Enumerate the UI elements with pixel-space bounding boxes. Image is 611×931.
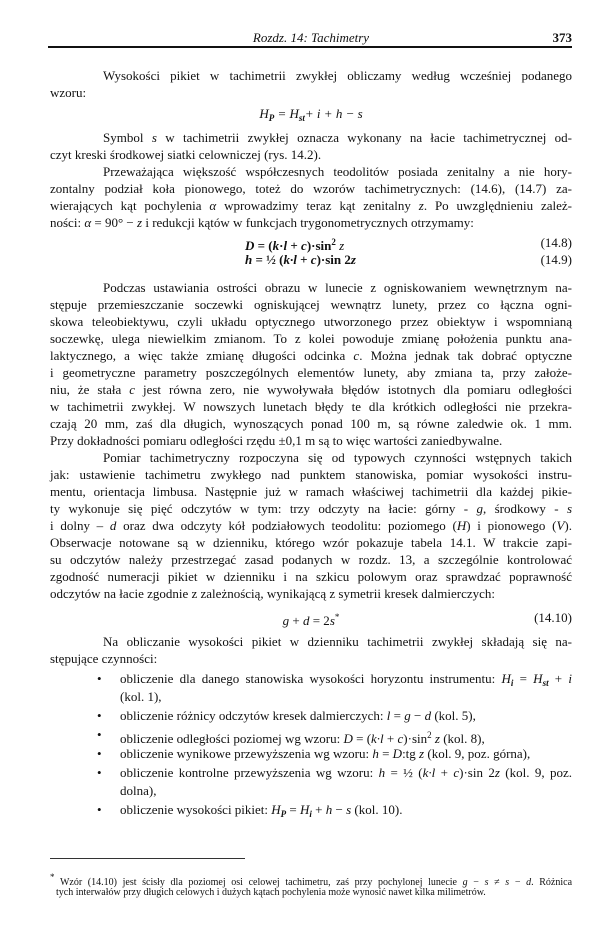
text-run: z	[419, 746, 425, 761]
text-run: H	[271, 802, 281, 817]
text-run: wprowadzimy teraz kąt zenitalny	[216, 198, 419, 213]
text-run: i	[316, 106, 321, 121]
text-run: −	[467, 877, 485, 888]
text-run: s	[505, 877, 510, 888]
text-run: w tachimetrii zwykłej. W nowszych lunetach błędy te dla krótkich odległości nie przekra-	[50, 399, 572, 414]
text-run: h	[335, 106, 343, 121]
text-line	[120, 688, 572, 706]
text-run: z	[137, 215, 143, 230]
text-line	[50, 568, 572, 585]
text-run: =	[378, 746, 393, 761]
equation-expression	[283, 609, 340, 629]
text-run: (kol. 5),	[431, 708, 476, 723]
text-line	[50, 279, 572, 296]
text-run: i geometryczne parametry poszczególnych elementów lunety, aby zmiana ta, przy założe-	[50, 365, 572, 380]
page-number: 373	[552, 30, 572, 45]
text-run: z	[494, 765, 500, 780]
text-run: ) i pionowego (	[466, 518, 557, 533]
text-run: −	[342, 106, 358, 121]
text-run: mentu, orientacja limbusa. Następnie już w ramach właściwej tachimetrii dla każdej pikie-	[50, 484, 572, 499]
text-run: g	[476, 501, 483, 516]
text-run: d	[526, 877, 532, 888]
text-run: dolna),	[120, 783, 157, 798]
text-run: w tachimetrii zwykłej oznacza wykonany na łacie tachimetrycznej od-	[156, 130, 572, 145]
text-run: h	[325, 802, 333, 817]
paragraph	[50, 633, 572, 667]
text-run: (kol. 9, poz. górna),	[424, 746, 531, 761]
text-run: h	[245, 252, 253, 267]
text-run: Symbol	[103, 130, 152, 145]
text-run: g	[462, 877, 468, 888]
text-run: V	[556, 518, 565, 533]
text-run: 2	[427, 730, 432, 740]
text-run: soczewkę, ulega niewielkim zmianom. To z kolei powoduje zmianę położenia punktu ana-	[50, 331, 572, 346]
paragraph	[50, 279, 572, 449]
text-run: c	[129, 382, 135, 397]
text-run: c	[397, 731, 404, 746]
text-line	[50, 650, 572, 667]
text-line	[50, 84, 572, 101]
text-run: st	[542, 678, 549, 688]
text-run: Na obliczanie wysokości pikiet w dzienniku tachimetrii zwykłej składają się na-	[103, 634, 572, 649]
equation	[50, 609, 572, 626]
text-run: wzoru:	[50, 85, 87, 100]
text-run: ·	[279, 238, 284, 253]
text-run: H	[289, 106, 299, 121]
text-run: )·sin	[306, 238, 332, 253]
text-run: obliczenie kontrolne przewyższenia wg wzoru:	[120, 765, 379, 780]
list-item	[50, 801, 572, 819]
text-run: d	[302, 613, 310, 628]
text-run: (kol. 1),	[120, 689, 162, 704]
bullet-icon: •	[97, 671, 102, 686]
text-run: )·sin 2	[459, 765, 495, 780]
text-run: +	[320, 106, 336, 121]
text-run: ).	[564, 518, 572, 533]
text-run: (kol. 10).	[351, 802, 403, 817]
text-run: −	[509, 877, 527, 888]
text-line	[50, 534, 572, 551]
text-run: oraz dwa odczyty kół podziałowych teodolitu: poziomego (	[116, 518, 457, 533]
equation	[50, 234, 572, 251]
running-header	[50, 30, 572, 46]
text-line	[50, 517, 572, 534]
text-run: l	[283, 238, 288, 253]
text-run: d	[424, 708, 432, 723]
bullet-icon: •	[97, 708, 102, 723]
text-run: )·sin 2	[316, 252, 351, 267]
text-run: k·l	[371, 731, 384, 746]
equation-expression	[245, 251, 356, 268]
text-run: c	[301, 238, 307, 253]
text-run: Pomiar tachimetryczny rozpoczyna się od typowych czynności wstępnych takich	[103, 450, 572, 465]
text-run: i	[309, 809, 312, 819]
paragraph	[50, 163, 572, 231]
footnote	[50, 869, 572, 901]
text-line	[50, 214, 572, 231]
text-run: czają 20 mm, zaś dla długich, wynoszących ponad 100 m, są równe zaledwie ok. 1 mm.	[50, 416, 572, 431]
bullet-icon: •	[97, 802, 102, 817]
text-run: . Można jednak tak dobrać optyczne	[359, 348, 572, 363]
text-run: =	[286, 802, 301, 817]
text-run: . Po uwzględnieniu zależ-	[423, 198, 572, 213]
text-line	[50, 398, 572, 415]
text-run: s	[346, 802, 352, 817]
text-run: P	[280, 809, 287, 819]
equation	[50, 105, 572, 122]
text-run: = ½ (	[385, 765, 423, 780]
text-line	[50, 551, 572, 568]
text-line	[50, 330, 572, 347]
list-item	[50, 764, 572, 800]
equation-number: (14.9)	[540, 252, 572, 267]
text-run: Przeważająca większość współczesnych teodolitów posiada zenitalny a nie hory-	[103, 164, 572, 179]
text-run: = (	[254, 238, 273, 253]
text-run: i redukcji kątów w funkcjach trygonometrycznych otrzymamy:	[142, 215, 474, 230]
text-run: +	[289, 613, 303, 628]
text-run: zontalny podział koła pionowego, toteż do wzorów tachimetrycznych: (14.6), (14.7) za-	[50, 181, 572, 196]
text-run: Obserwacje notowane są w dzienniku, którego wzór pokazuje tabela 14.1. W trakcie zapi-	[50, 535, 572, 550]
text-line	[50, 500, 572, 517]
text-run: c	[453, 765, 460, 780]
text-line	[50, 585, 572, 602]
equation	[50, 251, 572, 268]
paragraph	[50, 67, 572, 101]
text-run: (kol. 9, poz.	[499, 765, 572, 780]
text-run: +	[383, 731, 398, 746]
text-run: c	[353, 348, 360, 363]
text-run: g	[404, 708, 411, 723]
text-run: :tg	[402, 746, 420, 761]
text-run: l	[386, 708, 391, 723]
text-run: −	[332, 802, 347, 817]
text-line	[50, 197, 572, 214]
text-run: H	[501, 671, 511, 686]
list-item	[50, 726, 572, 744]
text-line	[50, 67, 572, 84]
footnote-rule	[50, 858, 245, 859]
text-line	[50, 633, 572, 650]
text-run: k	[272, 238, 280, 253]
text-run: Przy dokładności pomiaru odległości rzędu ±0,1 m są to więc wartości zaniedbywalne.	[50, 433, 503, 448]
text-run: H	[533, 671, 543, 686]
text-run: D	[245, 238, 255, 253]
text-line	[120, 707, 572, 725]
text-run: obliczenie dla danego stanowiska wysokości horyzontu instrumentu:	[120, 671, 502, 686]
text-run: , środkowy -	[482, 501, 567, 516]
text-run: D	[343, 731, 353, 746]
text-run: Wysokości pikiet w tachimetrii zwykłej obliczamy według wcześniej podanego	[103, 68, 572, 83]
text-run: jest równa zero, nie wywoływała błędów istotnych dla pomiaru odległości	[135, 382, 572, 397]
text-run: *	[50, 872, 55, 882]
text-run: H	[300, 802, 310, 817]
footnote-line	[50, 869, 573, 888]
text-line	[50, 432, 572, 449]
text-run: s	[566, 501, 572, 516]
text-run: Podczas ustawiania ostrości obrazu w lunecie z ogniskowaniem wewnętrznym na-	[103, 280, 572, 295]
text-run: = (	[352, 731, 372, 746]
paragraph	[50, 449, 572, 602]
text-line	[50, 313, 572, 330]
text-run: d	[109, 518, 117, 533]
text-line	[50, 146, 572, 163]
text-run: +	[304, 106, 317, 121]
text-run: +	[311, 802, 326, 817]
text-run: α	[84, 215, 92, 230]
text-run: stępuje przemieszczanie soczewki ogniskującej wewnątrz lunety, przez co łączna ogni-	[50, 297, 572, 312]
text-run: obliczenie wysokości pikiet:	[120, 802, 272, 817]
equation-number: (14.10)	[534, 610, 572, 625]
text-run: zgodność numeracji pikiet w dzienniku i na szkicu polowym oraz sprawdzać poprawność	[50, 569, 572, 584]
text-run: s	[329, 613, 335, 628]
text-run: =	[274, 106, 290, 121]
text-run: +	[287, 238, 302, 253]
text-line	[120, 801, 572, 819]
list-item	[50, 670, 572, 706]
text-run: *	[334, 612, 340, 622]
text-run: z	[431, 731, 440, 746]
text-run: czyt kreski środkowej siatki celowniczej (rys. 14.2).	[50, 147, 322, 162]
page-body	[50, 67, 572, 819]
text-run: i	[510, 678, 514, 688]
text-run: =	[390, 708, 405, 723]
text-run: niu, że stała	[50, 382, 130, 397]
list-item	[50, 707, 572, 725]
text-line	[50, 381, 572, 398]
text-run: = 90° −	[91, 215, 138, 230]
text-run: z	[350, 252, 356, 267]
text-line	[50, 163, 572, 180]
text-line	[120, 764, 572, 782]
text-run: +	[435, 765, 454, 780]
text-run: c	[310, 252, 317, 267]
text-run: stępujące czynności:	[50, 651, 158, 666]
text-run: g	[282, 613, 290, 628]
text-run: i dolny –	[50, 518, 110, 533]
text-run: α	[209, 198, 217, 213]
text-run: )·sin	[403, 731, 428, 746]
paragraph	[50, 129, 572, 163]
text-run: . Różnica	[531, 877, 573, 888]
text-line	[120, 670, 572, 688]
text-line	[50, 180, 572, 197]
text-line	[120, 745, 572, 763]
text-run: 2	[331, 237, 336, 247]
text-run: = ½ (	[252, 252, 284, 267]
text-run: (kol. 8),	[439, 731, 485, 746]
text-run: i	[568, 671, 572, 686]
text-run: su odczytów należy przestrzegać zasad podanych w rozdz. 13, a szczególnie kontrolować	[50, 552, 572, 567]
equation-number: (14.8)	[540, 235, 572, 250]
text-run: odczytów na łacie zgodnie z zależnością, wynikającą z symetrii kresek dalmierczych:	[50, 586, 496, 601]
text-run: obliczenie odległości poziomej wg wzoru:	[120, 731, 344, 746]
text-run: k·l	[283, 252, 297, 267]
text-run: +	[548, 671, 569, 686]
text-line	[50, 364, 572, 381]
text-run: s	[484, 877, 489, 888]
text-run: =	[513, 671, 534, 686]
text-run: P	[268, 113, 275, 123]
text-run: h	[378, 765, 386, 780]
text-run: wierających kąt pochylenia	[50, 198, 210, 213]
text-run: z	[335, 238, 345, 253]
text-run: +	[296, 252, 311, 267]
text-run: s	[357, 106, 363, 121]
text-line	[50, 129, 572, 146]
text-run: obliczenie różnicy odczytów kresek dalmierczych:	[120, 708, 387, 723]
text-line	[50, 449, 572, 466]
text-run: H	[456, 518, 467, 533]
text-run: skowa teleobiektywu, czyli układu optycznego utworzonego przez obiektyw i wspomnianą	[50, 314, 572, 329]
text-line	[50, 483, 572, 500]
text-run: jak: ustawienie tachimetru zwykłego nad punktem stanowiska, pomiar wysokości instru-	[50, 467, 572, 482]
text-run: s	[151, 130, 157, 145]
bullet-icon: •	[97, 765, 102, 780]
text-run: k·l	[422, 765, 436, 780]
text-line	[120, 726, 572, 744]
text-run: D	[392, 746, 403, 761]
list-item	[50, 745, 572, 763]
text-run: = 2	[309, 613, 330, 628]
chapter-title: Rozdz. 14: Tachimetry	[252, 30, 370, 45]
header-rule	[48, 46, 572, 48]
text-line	[120, 782, 572, 800]
text-run: Wzór (14.10) jest ścisły dla poziomej osi celowej tachimetru, zaś przy pochylonej lunecie	[54, 877, 463, 888]
text-run: st	[298, 113, 305, 123]
text-run: ty wykonuje się pięć odczytów w tym: trzy odczyty na łacie: górny -	[50, 501, 477, 516]
equation-expression	[259, 105, 362, 127]
text-run: ności:	[50, 215, 85, 230]
text-line	[50, 415, 572, 432]
text-run: ≠	[488, 877, 506, 888]
text-run: z	[418, 198, 424, 213]
text-line	[50, 296, 572, 313]
bullet-icon: •	[97, 727, 102, 742]
text-line	[50, 466, 572, 483]
text-run: laktycznego, a więc także zmianę długości odcinka	[50, 348, 354, 363]
text-run: H	[259, 106, 269, 121]
text-run: h	[372, 746, 379, 761]
text-run: obliczenie wynikowe przewyższenia wg wzoru:	[120, 746, 373, 761]
text-run: −	[410, 708, 425, 723]
text-line	[50, 347, 572, 364]
bullet-icon: •	[97, 746, 102, 761]
text-run: tych interwałów przy długich celowych i dużych kątach pochylenia może wynosić nawet kilka milimetrów.	[56, 887, 486, 898]
